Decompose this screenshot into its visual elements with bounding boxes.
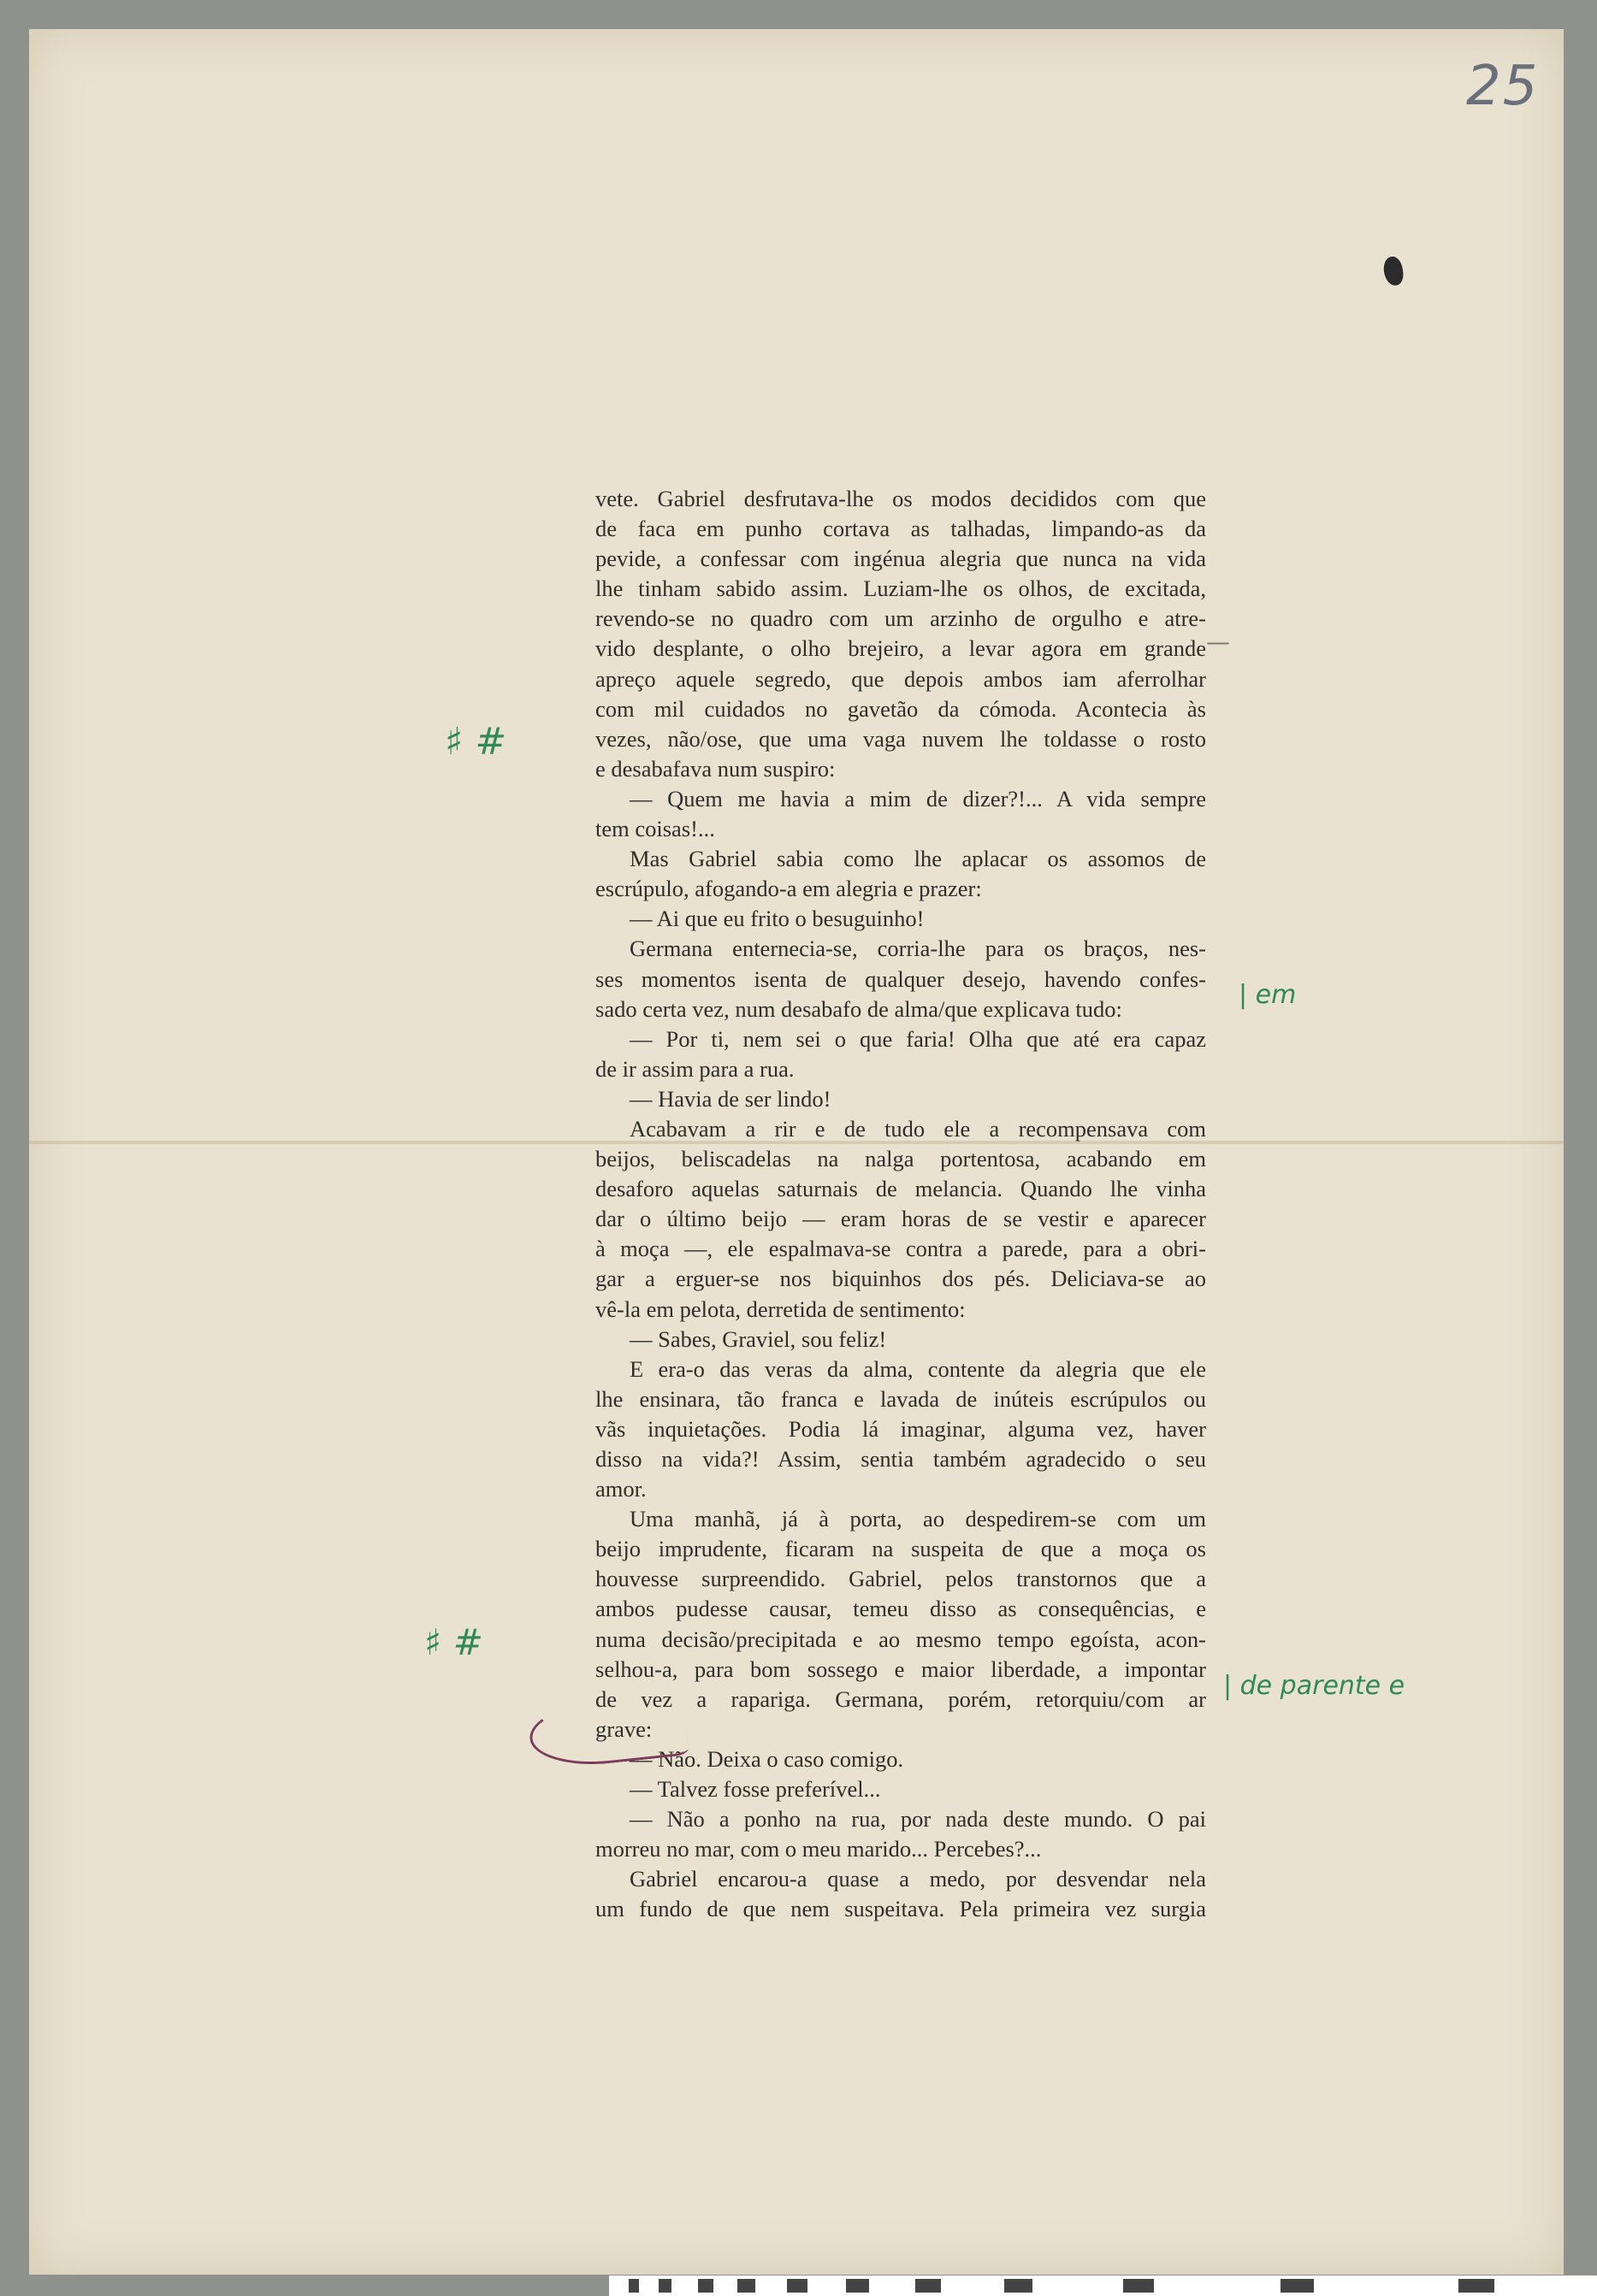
text-line: de faca em punho cortava as talhadas, limpando-as da <box>595 516 1206 542</box>
margin-note-parente: | de parente e <box>1223 1671 1405 1701</box>
margin-note-em: | em <box>1239 980 1297 1010</box>
body-text <box>595 484 1206 1925</box>
text-line: — Talvez fosse preferível... <box>630 1776 881 1803</box>
margin-mark-top: ♯ # <box>445 720 507 764</box>
text-line: beijo imprudente, ficaram na suspeita de que a moça os <box>595 1536 1206 1562</box>
scale-segment <box>915 2279 941 2293</box>
scale-segment <box>787 2279 807 2293</box>
text-line: de vez a rapariga. Germana, porém, retorquiu/com ar <box>595 1685 1206 1712</box>
margin-dash: — <box>1206 628 1230 656</box>
text-line: de ir assim para a rua. <box>595 1055 795 1082</box>
text-line: vido desplante, o olho brejeiro, a levar agora em grande <box>595 635 1206 662</box>
text-line: tem coisas!... <box>595 816 715 842</box>
scale-segment <box>659 2279 671 2293</box>
text-line: vezes, não/ose, que uma vaga nuvem lhe toldasse o rosto <box>595 725 1206 752</box>
text-line: Germana enternecia-se, corria-lhe para os braços, nes- <box>630 936 1206 962</box>
image-viewer-scale-bar <box>609 2275 1597 2296</box>
text-line: grave: <box>595 1715 653 1742</box>
text-line: desaforo aquelas saturnais de melancia. Quando lhe vinha <box>595 1176 1206 1202</box>
text-line: ses momentos isenta de qualquer desejo, havendo confes- <box>595 965 1206 992</box>
scale-segment <box>846 2279 869 2293</box>
text-line: sado certa vez, num desabafo de alma/que explicava tudo: <box>595 995 1122 1022</box>
text-line: apreço aquele segredo, que depois ambos iam aferrolhar <box>595 665 1206 692</box>
text-line: — Ai que eu frito o besuguinho! <box>630 906 925 932</box>
text-line: morreu no mar, com o meu marido... Percebes?... <box>595 1836 1042 1862</box>
text-line: e desabafava num suspiro: <box>595 755 836 782</box>
text-line: — Por ti, nem sei o que faria! Olha que até era capaz <box>630 1025 1206 1052</box>
text-line: gar a erguer-se nos biquinhos dos pés. Deliciava-se ao <box>595 1266 1206 1292</box>
page-number: 25 <box>1466 55 1540 118</box>
text-line: lhe ensinara, tão franca e lavada de inúteis escrúpulos ou <box>595 1385 1206 1412</box>
scale-segment <box>698 2279 713 2293</box>
text-line: houvesse surpreendido. Gabriel, pelos transtornos que a <box>595 1566 1206 1592</box>
text-line: lhe tinham sabido assim. Luziam-lhe os olhos, de excitada, <box>595 575 1206 602</box>
text-line: à moça —, ele espalmava-se contra a parede, para a obri- <box>595 1236 1206 1262</box>
text-line: Mas Gabriel sabia como lhe aplacar os assomos de <box>630 846 1206 872</box>
text-line: revendo-se no quadro com um arzinho de orgulho e atre- <box>595 605 1206 632</box>
text-line: — Não a ponho na rua, por nada deste mundo. O pai <box>630 1806 1206 1833</box>
text-line: — Sabes, Graviel, sou feliz! <box>630 1325 887 1352</box>
text-line: numa decisão/precipitada e ao mesmo tempo egoísta, acon- <box>595 1626 1206 1652</box>
text-line: Gabriel encarou-a quase a medo, por desvendar nela <box>630 1866 1206 1892</box>
text-line: amor. <box>595 1476 647 1502</box>
text-line: pevide, a confessar com ingénua alegria que nunca na vida <box>595 546 1206 572</box>
manuscript-page <box>29 29 1564 2275</box>
text-line: dar o último beijo — eram horas de se vestir e aparecer <box>595 1206 1206 1232</box>
scale-segment <box>1458 2279 1494 2293</box>
text-line: — Não. Deixa o caso comigo. <box>630 1745 904 1772</box>
text-line: com mil cuidados no gavetão da cómoda. Acontecia às <box>595 695 1206 722</box>
text-line: vê-la em pelota, derretida de sentimento: <box>595 1296 966 1322</box>
text-line: Acabavam a rir e de tudo ele a recompensava com <box>630 1115 1206 1142</box>
text-line: E era-o das veras da alma, contente da alegria que ele <box>630 1355 1206 1382</box>
text-line: vete. Gabriel desfrutava-lhe os modos decididos com que <box>595 486 1206 511</box>
ink-spot <box>1382 256 1405 287</box>
text-line: — Quem me havia a mim de dizer?!... A vida sempre <box>630 785 1206 812</box>
scale-segment <box>1281 2279 1314 2293</box>
scale-segment <box>629 2279 639 2293</box>
text-line: — Havia de ser lindo! <box>630 1085 831 1112</box>
margin-mark-bottom: ♯ # <box>424 1621 483 1663</box>
text-line: Uma manhã, já à porta, ao despedirem-se com um <box>630 1506 1206 1532</box>
text-line: escrúpulo, afogando-a em alegria e prazer: <box>595 876 982 902</box>
text-line: vãs inquietações. Podia lá imaginar, alguma vez, haver <box>595 1415 1206 1442</box>
text-line: disso na vida?! Assim, sentia também agradecido o seu <box>595 1446 1206 1472</box>
scale-segment <box>737 2279 755 2293</box>
text-line: ambos pudesse causar, temeu disso as consequências, e <box>595 1596 1206 1622</box>
text-line: beijos, beliscadelas na nalga portentosa, acabando em <box>595 1146 1206 1172</box>
scale-segment <box>1004 2279 1032 2293</box>
scale-segment <box>1123 2279 1154 2293</box>
text-line: um fundo de que nem suspeitava. Pela primeira vez surgia <box>595 1896 1206 1922</box>
text-line: selhou-a, para bom sossego e maior liberdade, a impontar <box>595 1656 1206 1682</box>
